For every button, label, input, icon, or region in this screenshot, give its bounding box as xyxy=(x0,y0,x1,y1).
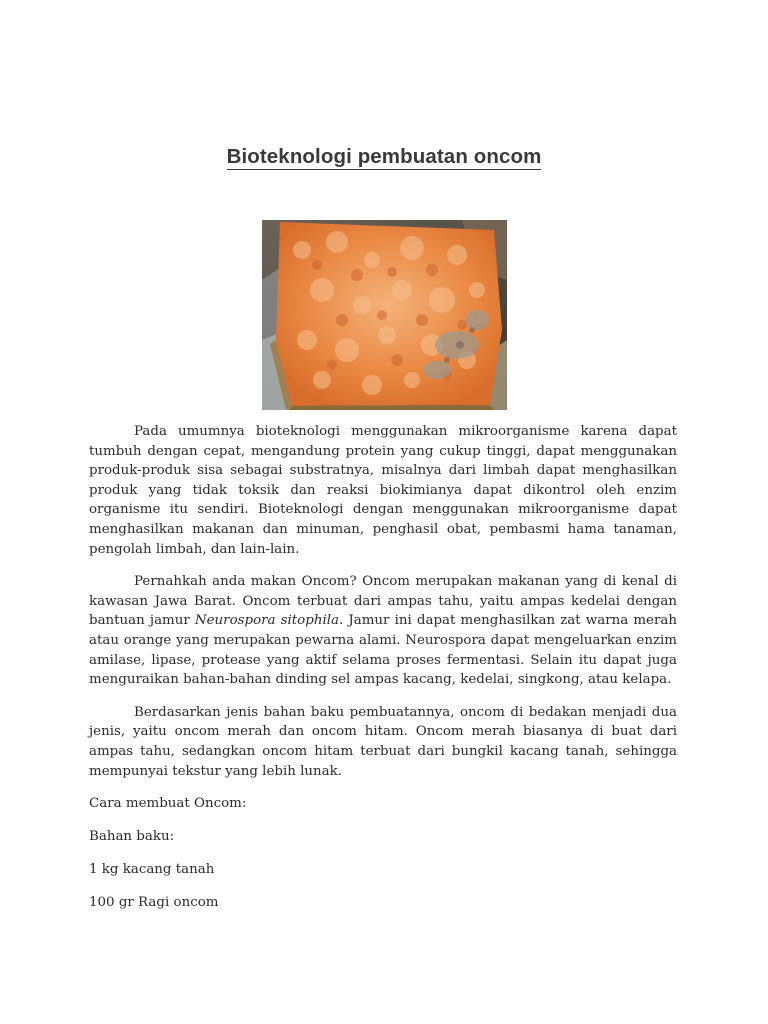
ingredient-item: 100 gr Ragi oncom xyxy=(89,895,219,911)
page-title-text: Bioteknologi pembuatan oncom xyxy=(226,145,542,168)
document-body xyxy=(89,422,677,926)
paragraph-2-start: Pernahkah anda makan Oncom? Oncom merupakan makanan yang di kenal di kawasan Jawa Barat. Oncom terbuat dari ampas tahu, yaitu ampas kedelai dengan bantuan jamur xyxy=(89,574,677,629)
section-heading-steps: Cara membuat Oncom: xyxy=(89,796,247,812)
oncom-photo xyxy=(262,220,507,410)
species-name: Neurospora sitophila xyxy=(194,613,339,629)
paragraph-3: Berdasarkan jenis bahan baku pembuatannya, oncom di bedakan menjadi dua jenis, yaitu oncom merah dan oncom hitam. Oncom merah biasanya di buat dari ampas tahu, sedangkan oncom hitam terbuat dari bungkil kacang tanah, sehingga mempunyai tekstur yang lebih lunak. xyxy=(89,704,677,779)
paragraph-1: Pada umumnya bioteknologi menggunakan mikroorganisme karena dapat tumbuh dengan cepat, mengandung protein yang cukup tinggi, dapat menggunakan produk-produk sisa sebagai substratnya, misalnya dari limbah dapat menghasilkan produk yang tidak toksik dan reaksi biokimianya dapat dikontrol oleh enzim organisme itu sendiri. Bioteknologi dengan menggunakan mikroorganisme dapat menghasilkan makanan dan minuman, penghasil obat, pembasmi hama tanaman, pengolah limbah, dan lain-lain. xyxy=(89,424,677,557)
paragraph-2 xyxy=(89,572,677,690)
page-title xyxy=(0,145,768,169)
section-heading-ingredients: Bahan baku: xyxy=(89,829,175,845)
paragraph-2-end: . Jamur ini dapat menghasilkan zat warna merah atau orange yang merupakan pewarna alami. Neurospora dapat mengeluarkan enzim amilase, lipase, protease yang aktif selama proses fermentasi. Selain itu dapat juga menguraikan bahan-bahan dinding sel ampas kacang, kedelai, singkong, atau kelapa. xyxy=(89,613,677,688)
ingredient-item: 1 kg kacang tanah xyxy=(89,862,215,878)
